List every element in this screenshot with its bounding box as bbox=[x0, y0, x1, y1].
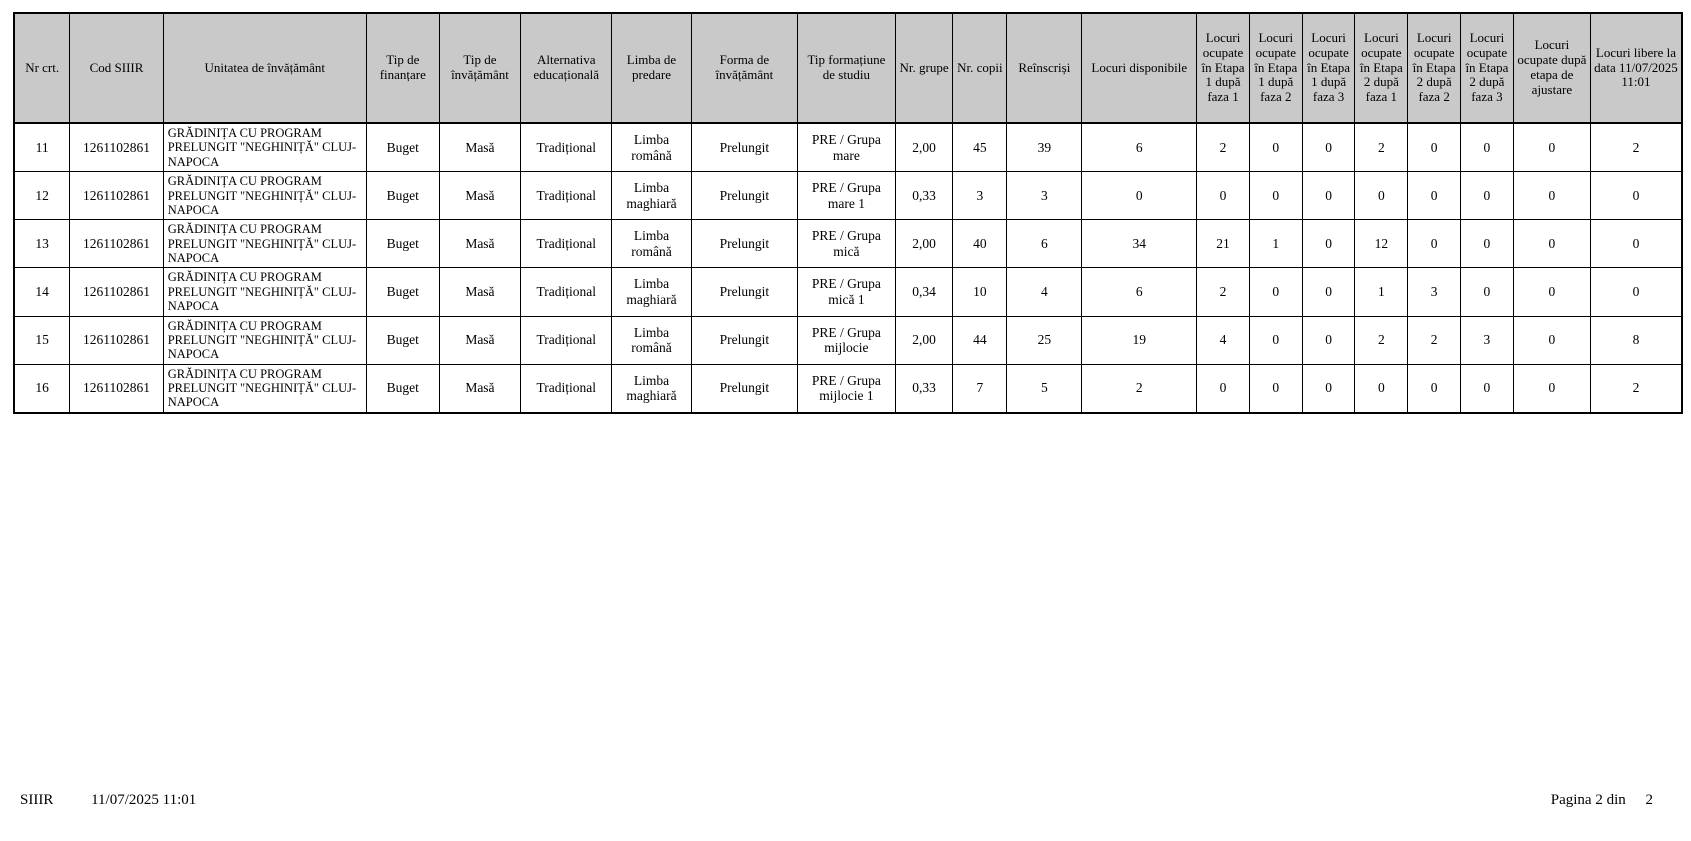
table-cell: 0 bbox=[1590, 172, 1682, 220]
table-row bbox=[14, 268, 1682, 316]
table-cell: Tradițional bbox=[521, 364, 612, 413]
table-cell: Limba română bbox=[612, 220, 691, 268]
table-cell: 1261102861 bbox=[70, 268, 163, 316]
table-cell: 25 bbox=[1007, 316, 1082, 364]
table-cell: 0 bbox=[1302, 172, 1355, 220]
table-cell: 2 bbox=[1197, 268, 1250, 316]
table-cell: 2 bbox=[1590, 123, 1682, 172]
table-header bbox=[14, 13, 1682, 123]
table-cell: 0 bbox=[1302, 364, 1355, 413]
table-cell: 0 bbox=[1461, 364, 1514, 413]
table-cell: Limba maghiară bbox=[612, 268, 691, 316]
table-cell: 6 bbox=[1082, 123, 1197, 172]
table-cell: 0 bbox=[1197, 172, 1250, 220]
table-cell: 1 bbox=[1355, 268, 1408, 316]
table-row bbox=[14, 220, 1682, 268]
table-cell: 4 bbox=[1007, 268, 1082, 316]
table-cell: 0 bbox=[1513, 172, 1590, 220]
table-cell: 1 bbox=[1249, 220, 1302, 268]
table-cell: 1261102861 bbox=[70, 172, 163, 220]
table-cell: 6 bbox=[1007, 220, 1082, 268]
table-cell: Buget bbox=[366, 364, 439, 413]
table-row bbox=[14, 172, 1682, 220]
table-cell: GRĂDINIȚA CU PROGRAM PRELUNGIT "NEGHINIȚĂ" CLUJ-NAPOCA bbox=[163, 172, 366, 220]
table-cell: PRE / Grupa mică bbox=[798, 220, 895, 268]
table-cell: 19 bbox=[1082, 316, 1197, 364]
table-cell: 14 bbox=[14, 268, 70, 316]
column-header: Locuri ocupate în Etapa 2 după faza 3 bbox=[1461, 13, 1514, 123]
table-cell: 0 bbox=[1302, 268, 1355, 316]
table-cell: 0 bbox=[1302, 316, 1355, 364]
table-cell: Tradițional bbox=[521, 268, 612, 316]
column-header: Locuri ocupate în Etapa 2 după faza 1 bbox=[1355, 13, 1408, 123]
table-row bbox=[14, 316, 1682, 364]
table-cell: 0 bbox=[1302, 123, 1355, 172]
table-cell: 0 bbox=[1408, 220, 1461, 268]
table-cell: Masă bbox=[439, 268, 520, 316]
table-cell: 0 bbox=[1355, 172, 1408, 220]
table-cell: 0 bbox=[1082, 172, 1197, 220]
table-cell: 44 bbox=[953, 316, 1007, 364]
table-cell: 0 bbox=[1513, 220, 1590, 268]
table-cell: 2,00 bbox=[895, 316, 953, 364]
table-cell: 7 bbox=[953, 364, 1007, 413]
column-header: Locuri ocupate în Etapa 2 după faza 2 bbox=[1408, 13, 1461, 123]
table-cell: 2 bbox=[1590, 364, 1682, 413]
table-cell: 0 bbox=[1408, 172, 1461, 220]
table-cell: 0 bbox=[1197, 364, 1250, 413]
table-cell: 0 bbox=[1355, 364, 1408, 413]
table-cell: 2 bbox=[1355, 123, 1408, 172]
column-header: Forma de învățământ bbox=[691, 13, 798, 123]
table-cell: 3 bbox=[1461, 316, 1514, 364]
table-cell: Prelungit bbox=[691, 220, 798, 268]
column-header: Locuri ocupate în Etapa 1 după faza 1 bbox=[1197, 13, 1250, 123]
report-footer bbox=[0, 792, 1691, 809]
report-table bbox=[13, 12, 1683, 414]
table-cell: GRĂDINIȚA CU PROGRAM PRELUNGIT "NEGHINIȚĂ" CLUJ-NAPOCA bbox=[163, 123, 366, 172]
column-header: Reînscriși bbox=[1007, 13, 1082, 123]
column-header: Alternativa educațională bbox=[521, 13, 612, 123]
table-cell: 0 bbox=[1461, 268, 1514, 316]
table-cell: 0 bbox=[1249, 123, 1302, 172]
column-header: Unitatea de învățământ bbox=[163, 13, 366, 123]
table-cell: 2 bbox=[1082, 364, 1197, 413]
table-cell: 3 bbox=[1007, 172, 1082, 220]
table-cell: 40 bbox=[953, 220, 1007, 268]
table-cell: Limba română bbox=[612, 123, 691, 172]
table-cell: 15 bbox=[14, 316, 70, 364]
page-indicator-label: Pagina 2 din bbox=[1550, 792, 1626, 808]
table-cell: 13 bbox=[14, 220, 70, 268]
column-header: Cod SIIIR bbox=[70, 13, 163, 123]
column-header: Limba de predare bbox=[612, 13, 691, 123]
footer-left bbox=[20, 792, 196, 809]
table-cell: Tradițional bbox=[521, 316, 612, 364]
table-cell: Buget bbox=[366, 172, 439, 220]
column-header: Tip de învățământ bbox=[439, 13, 520, 123]
table-cell: Prelungit bbox=[691, 123, 798, 172]
column-header: Locuri ocupate în Etapa 1 după faza 3 bbox=[1302, 13, 1355, 123]
table-cell: PRE / Grupa mare 1 bbox=[798, 172, 895, 220]
column-header: Locuri ocupate în Etapa 1 după faza 2 bbox=[1249, 13, 1302, 123]
table-cell: 0 bbox=[1513, 268, 1590, 316]
table-row bbox=[14, 364, 1682, 413]
table-cell: Buget bbox=[366, 316, 439, 364]
table-cell: 0,33 bbox=[895, 364, 953, 413]
table-cell: GRĂDINIȚA CU PROGRAM PRELUNGIT "NEGHINIȚĂ" CLUJ-NAPOCA bbox=[163, 364, 366, 413]
table-cell: Prelungit bbox=[691, 172, 798, 220]
table-cell: 1261102861 bbox=[70, 316, 163, 364]
table-cell: 2 bbox=[1197, 123, 1250, 172]
table-cell: Buget bbox=[366, 220, 439, 268]
table-cell: 45 bbox=[953, 123, 1007, 172]
table-row bbox=[14, 123, 1682, 172]
table-cell: 0 bbox=[1461, 172, 1514, 220]
table-cell: Limba maghiară bbox=[612, 364, 691, 413]
table-cell: PRE / Grupa mare bbox=[798, 123, 895, 172]
column-header: Locuri ocupate după etapa de ajustare bbox=[1513, 13, 1590, 123]
table-cell: 0 bbox=[1408, 123, 1461, 172]
table-cell: 6 bbox=[1082, 268, 1197, 316]
table-cell: Buget bbox=[366, 268, 439, 316]
table-cell: 21 bbox=[1197, 220, 1250, 268]
column-header: Locuri disponibile bbox=[1082, 13, 1197, 123]
table-cell: 2,00 bbox=[895, 123, 953, 172]
table-cell: PRE / Grupa mică 1 bbox=[798, 268, 895, 316]
table-cell: 1261102861 bbox=[70, 220, 163, 268]
table-cell: 0 bbox=[1461, 123, 1514, 172]
table-cell: 0 bbox=[1249, 316, 1302, 364]
table-cell: 34 bbox=[1082, 220, 1197, 268]
table-cell: 0 bbox=[1461, 220, 1514, 268]
table-cell: GRĂDINIȚA CU PROGRAM PRELUNGIT "NEGHINIȚĂ" CLUJ-NAPOCA bbox=[163, 220, 366, 268]
column-header: Tip formațiune de studiu bbox=[798, 13, 895, 123]
table-cell: PRE / Grupa mijlocie 1 bbox=[798, 364, 895, 413]
table-cell: 0 bbox=[1249, 172, 1302, 220]
table-cell: 12 bbox=[1355, 220, 1408, 268]
table-cell: Tradițional bbox=[521, 172, 612, 220]
column-header: Tip de finanțare bbox=[366, 13, 439, 123]
table-cell: Masă bbox=[439, 220, 520, 268]
table-cell: 1261102861 bbox=[70, 123, 163, 172]
table-cell: Limba română bbox=[612, 316, 691, 364]
generated-datetime: 11/07/2025 11:01 bbox=[91, 792, 197, 808]
table-cell: 0 bbox=[1590, 220, 1682, 268]
table-cell: 2 bbox=[1408, 316, 1461, 364]
table-cell: 16 bbox=[14, 364, 70, 413]
table-cell: Masă bbox=[439, 316, 520, 364]
page-indicator bbox=[1551, 792, 1653, 809]
table-cell: 0,33 bbox=[895, 172, 953, 220]
column-header: Nr crt. bbox=[14, 13, 70, 123]
table-header-row bbox=[14, 13, 1682, 123]
table-cell: 0 bbox=[1408, 364, 1461, 413]
table-cell: 2 bbox=[1355, 316, 1408, 364]
table-cell: 5 bbox=[1007, 364, 1082, 413]
table-cell: 3 bbox=[1408, 268, 1461, 316]
column-header: Nr. grupe bbox=[895, 13, 953, 123]
table-cell: 1261102861 bbox=[70, 364, 163, 413]
table-cell: Limba maghiară bbox=[612, 172, 691, 220]
table-cell: Prelungit bbox=[691, 316, 798, 364]
table-cell: Tradițional bbox=[521, 220, 612, 268]
table-cell: 0 bbox=[1590, 268, 1682, 316]
table-cell: 0,34 bbox=[895, 268, 953, 316]
table-cell: Prelungit bbox=[691, 268, 798, 316]
table-cell: 8 bbox=[1590, 316, 1682, 364]
table-cell: Masă bbox=[439, 364, 520, 413]
column-header: Locuri libere la data 11/07/2025 11:01 bbox=[1590, 13, 1682, 123]
table-cell: Tradițional bbox=[521, 123, 612, 172]
table-cell: 0 bbox=[1302, 220, 1355, 268]
page-total: 2 bbox=[1645, 792, 1653, 808]
table-cell: 0 bbox=[1249, 268, 1302, 316]
table-cell: Buget bbox=[366, 123, 439, 172]
app-name: SIIIR bbox=[20, 792, 54, 808]
table-cell: 0 bbox=[1513, 364, 1590, 413]
table-cell: 4 bbox=[1197, 316, 1250, 364]
table-cell: GRĂDINIȚA CU PROGRAM PRELUNGIT "NEGHINIȚĂ" CLUJ-NAPOCA bbox=[163, 316, 366, 364]
table-cell: Prelungit bbox=[691, 364, 798, 413]
table-cell: 12 bbox=[14, 172, 70, 220]
table-cell: 2,00 bbox=[895, 220, 953, 268]
table-cell: 11 bbox=[14, 123, 70, 172]
table-cell: Masă bbox=[439, 172, 520, 220]
table-cell: PRE / Grupa mijlocie bbox=[798, 316, 895, 364]
table-cell: 3 bbox=[953, 172, 1007, 220]
table-cell: GRĂDINIȚA CU PROGRAM PRELUNGIT "NEGHINIȚĂ" CLUJ-NAPOCA bbox=[163, 268, 366, 316]
table-cell: Masă bbox=[439, 123, 520, 172]
table-cell: 0 bbox=[1513, 123, 1590, 172]
column-header: Nr. copii bbox=[953, 13, 1007, 123]
table-body bbox=[14, 123, 1682, 413]
table-cell: 0 bbox=[1513, 316, 1590, 364]
table-cell: 39 bbox=[1007, 123, 1082, 172]
table-cell: 10 bbox=[953, 268, 1007, 316]
table-cell: 0 bbox=[1249, 364, 1302, 413]
